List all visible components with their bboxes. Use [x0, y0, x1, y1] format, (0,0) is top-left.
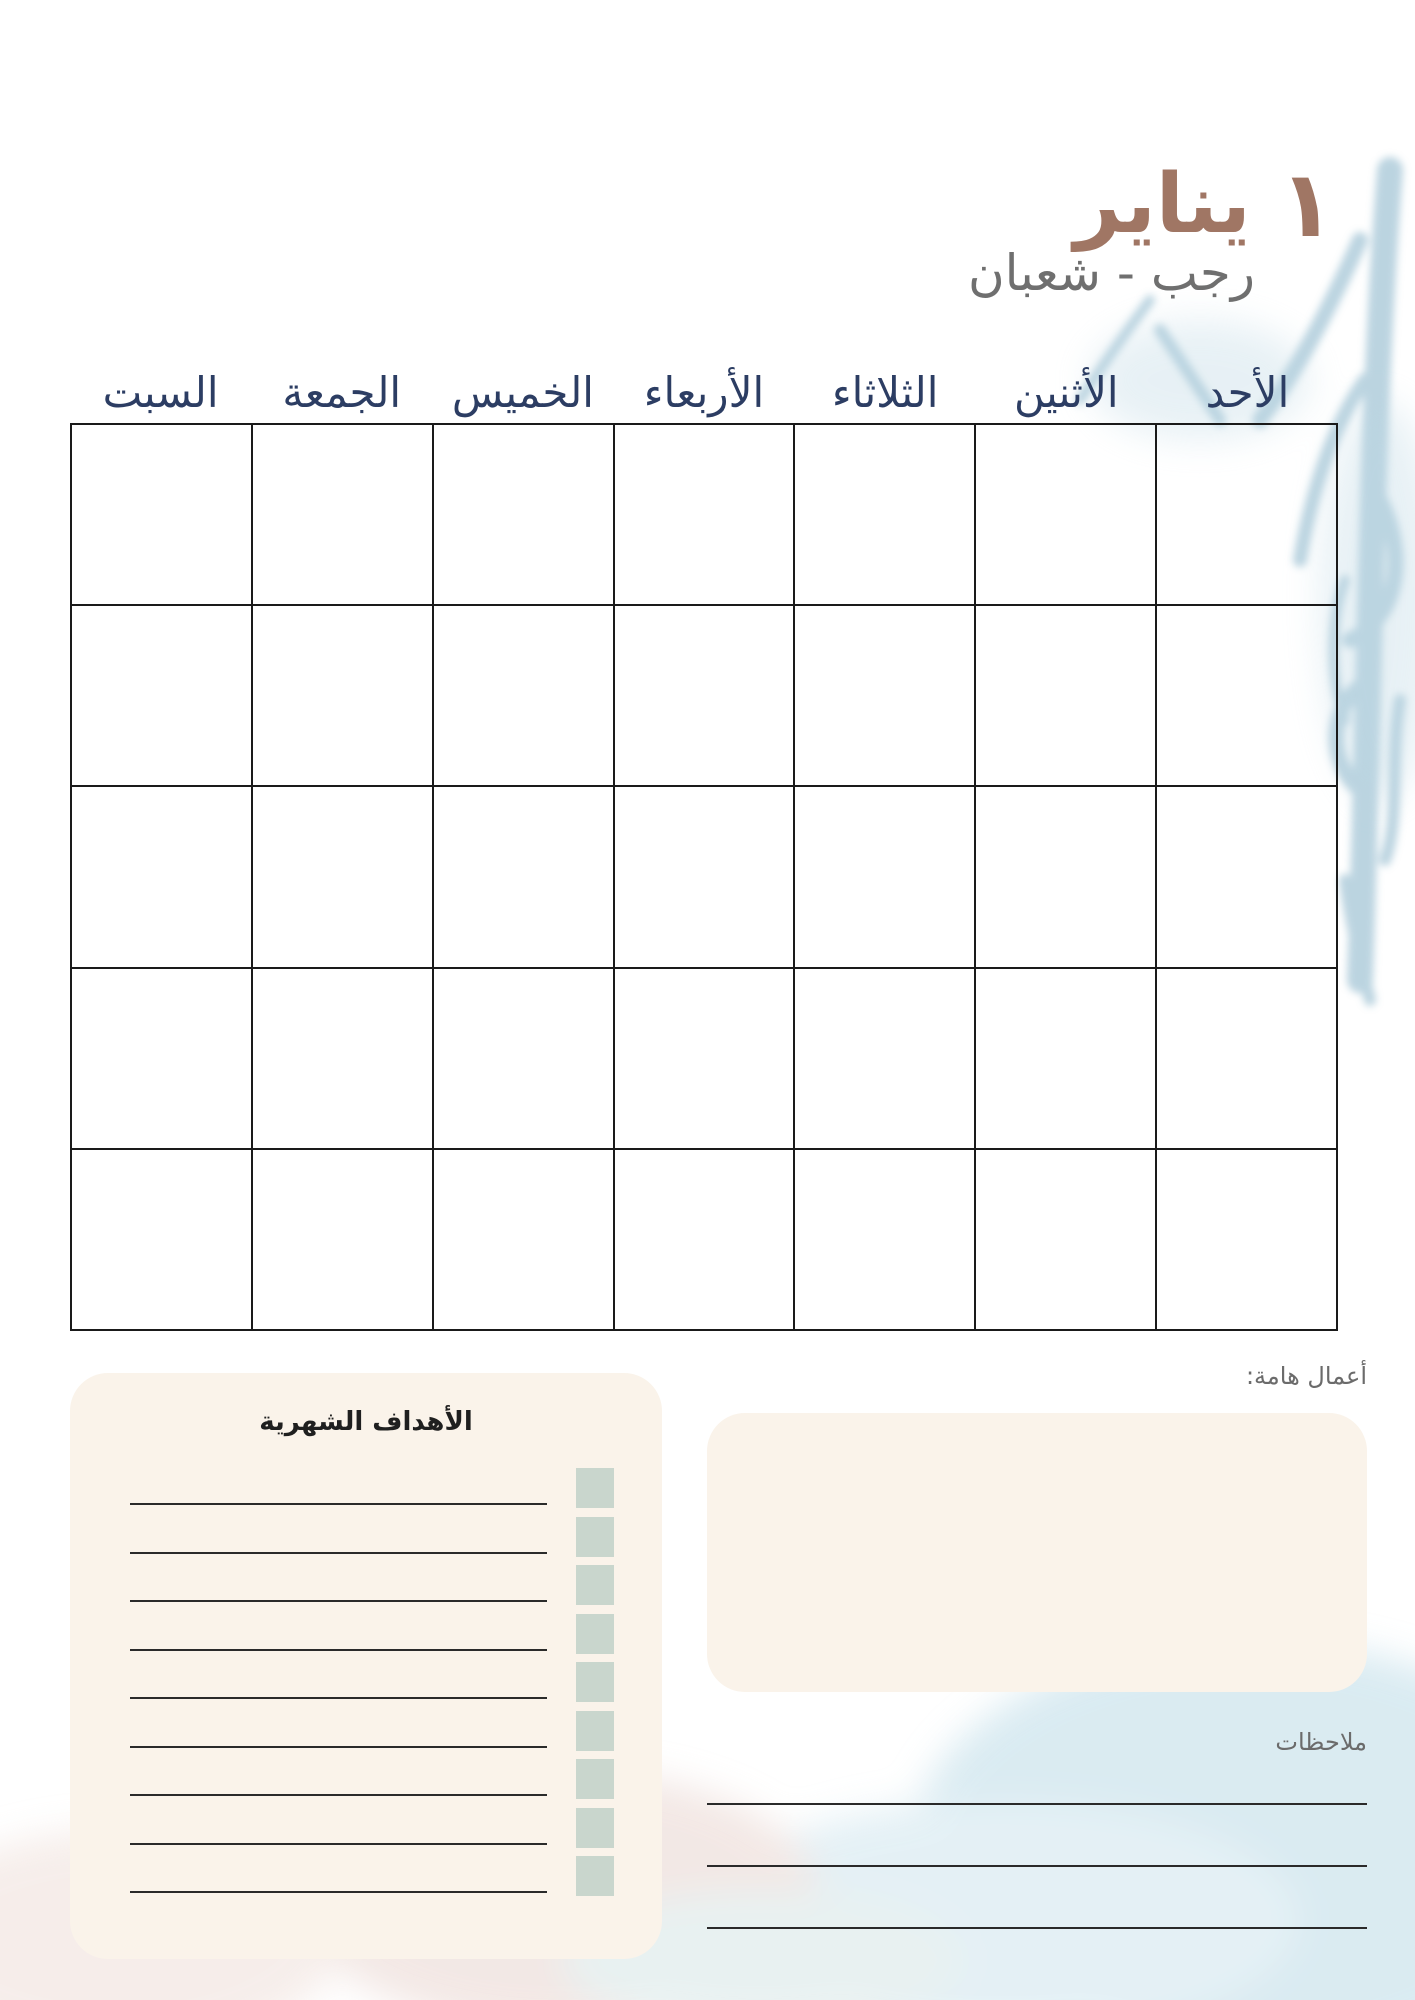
day-cell[interactable]	[615, 1150, 796, 1331]
day-cell[interactable]	[434, 1150, 615, 1331]
day-cell[interactable]	[795, 969, 976, 1150]
day-cell[interactable]	[1157, 787, 1338, 968]
day-cell[interactable]	[976, 606, 1157, 787]
monthly-goals-card	[70, 1373, 662, 1959]
hijri-months: رجب - شعبان	[967, 244, 1255, 302]
day-cell[interactable]	[795, 606, 976, 787]
day-cell[interactable]	[795, 1150, 976, 1331]
goal-row	[130, 1808, 614, 1848]
day-cell[interactable]	[795, 787, 976, 968]
goal-writing-line[interactable]	[130, 1600, 547, 1602]
day-cell[interactable]	[72, 787, 253, 968]
month-name: يناير	[1073, 157, 1251, 252]
day-cell[interactable]	[1157, 969, 1338, 1150]
day-cell[interactable]	[615, 969, 796, 1150]
goal-writing-line[interactable]	[130, 1649, 547, 1651]
day-cell[interactable]	[1157, 606, 1338, 787]
goal-writing-line[interactable]	[130, 1503, 547, 1505]
month-number: ١	[1278, 151, 1335, 258]
day-cell[interactable]	[976, 969, 1157, 1150]
day-cell[interactable]	[72, 606, 253, 787]
goal-row	[130, 1565, 614, 1605]
day-cell[interactable]	[976, 1150, 1157, 1331]
goal-writing-line[interactable]	[130, 1552, 547, 1554]
weekday-friday: الجمعة	[282, 368, 402, 417]
day-cell[interactable]	[72, 969, 253, 1150]
goal-row	[130, 1614, 614, 1654]
day-cell[interactable]	[615, 425, 796, 606]
day-cell[interactable]	[976, 425, 1157, 606]
notes-writing-line[interactable]	[707, 1803, 1367, 1805]
weekday-monday: الأثنين	[1013, 368, 1119, 417]
day-cell[interactable]	[253, 969, 434, 1150]
goal-checkbox[interactable]	[576, 1759, 614, 1799]
day-cell[interactable]	[976, 787, 1157, 968]
day-cell[interactable]	[434, 606, 615, 787]
goal-writing-line[interactable]	[130, 1697, 547, 1699]
weekday-sunday: الأحد	[1205, 368, 1290, 417]
weekday-wednesday: الأربعاء	[643, 368, 765, 417]
goal-row	[130, 1517, 614, 1557]
goal-writing-line[interactable]	[130, 1746, 547, 1748]
day-cell[interactable]	[615, 606, 796, 787]
day-cell[interactable]	[615, 787, 796, 968]
goal-row	[130, 1856, 614, 1896]
day-cell[interactable]	[1157, 425, 1338, 606]
notes-label: ملاحظات	[1275, 1728, 1367, 1756]
goal-checkbox[interactable]	[576, 1711, 614, 1751]
day-cell[interactable]	[795, 425, 976, 606]
calendar-grid	[70, 423, 1338, 1331]
notes-writing-line[interactable]	[707, 1865, 1367, 1867]
goal-row	[130, 1759, 614, 1799]
day-cell[interactable]	[72, 1150, 253, 1331]
goal-checkbox[interactable]	[576, 1808, 614, 1848]
goal-writing-line[interactable]	[130, 1843, 547, 1845]
goal-checkbox[interactable]	[576, 1565, 614, 1605]
weekday-tuesday: الثلاثاء	[831, 368, 939, 417]
day-cell[interactable]	[1157, 1150, 1338, 1331]
goal-checkbox[interactable]	[576, 1614, 614, 1654]
day-cell[interactable]	[72, 425, 253, 606]
goal-row	[130, 1662, 614, 1702]
day-cell[interactable]	[434, 969, 615, 1150]
monthly-goals-title: الأهداف الشهرية	[259, 1407, 473, 1437]
goal-writing-line[interactable]	[130, 1794, 547, 1796]
goal-checkbox[interactable]	[576, 1856, 614, 1896]
weekday-header	[70, 365, 1338, 421]
goal-writing-line[interactable]	[130, 1891, 547, 1893]
weekday-saturday: السبت	[102, 368, 219, 417]
goal-checkbox[interactable]	[576, 1662, 614, 1702]
important-tasks-box[interactable]	[707, 1413, 1367, 1692]
day-cell[interactable]	[253, 606, 434, 787]
day-cell[interactable]	[434, 425, 615, 606]
day-cell[interactable]	[253, 787, 434, 968]
goal-checkbox[interactable]	[576, 1517, 614, 1557]
goal-row	[130, 1711, 614, 1751]
weekday-thursday: الخميس	[451, 368, 594, 417]
goal-checkbox[interactable]	[576, 1468, 614, 1508]
notes-writing-line[interactable]	[707, 1927, 1367, 1929]
day-cell[interactable]	[434, 787, 615, 968]
goal-row	[130, 1468, 614, 1508]
important-tasks-label: أعمال هامة:	[1245, 1362, 1367, 1390]
day-cell[interactable]	[253, 425, 434, 606]
day-cell[interactable]	[253, 1150, 434, 1331]
